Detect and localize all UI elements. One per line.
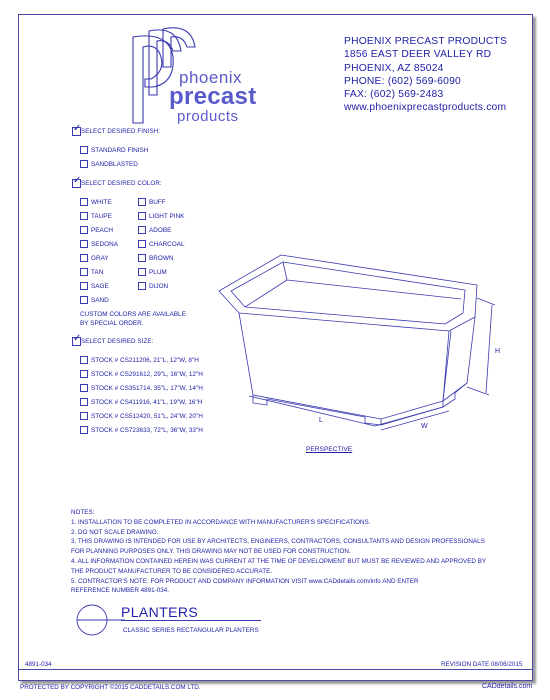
color-peach-checkbox[interactable] <box>80 226 88 234</box>
size-cs411916-label: STOCK # CS411916, 41"L, 19"W, 16"H <box>91 399 203 406</box>
finish-standard-label: STANDARD FINISH <box>91 147 149 154</box>
size-cs291612-label: STOCK # CS291612, 29"L, 16"W, 12"H <box>91 371 203 378</box>
size-cs723633-label: STOCK # CS723633, 72"L, 36"W, 33"H <box>91 427 203 434</box>
dimension-h-label: H <box>495 348 501 355</box>
note-line: 1. INSTALLATION TO BE COMPLETED IN ACCORDANCE WITH MANUFACTURER'S SPECIFICATIONS. <box>71 518 371 526</box>
size-cs411916-checkbox[interactable] <box>80 398 88 406</box>
drawing-sheet <box>18 14 533 681</box>
dimension-l-label: L <box>319 417 323 424</box>
color-white-checkbox[interactable] <box>80 198 88 206</box>
color-sedona-label: SEDONA <box>91 241 118 248</box>
planters-subtitle: CLASSIC SERIES RECTANGULAR PLANTERS <box>123 627 259 634</box>
perspective-caption: PERSPECTIVE <box>306 446 353 453</box>
finish-standard-checkbox[interactable] <box>80 146 88 154</box>
color-light-pink-checkbox[interactable] <box>138 212 146 220</box>
company-address-line2: PHOENIX, AZ 85024 <box>344 62 444 74</box>
color-sage-label: SAGE <box>91 283 109 290</box>
finish-section-checkbox[interactable]: ✓ <box>73 123 82 134</box>
finish-section-header: SELECT DESIRED FINISH: <box>81 128 161 135</box>
color-white-label: WHITE <box>91 199 112 206</box>
planter-perspective-drawing <box>209 235 509 445</box>
finish-sandblasted-checkbox[interactable] <box>80 160 88 168</box>
color-tan-label: TAN <box>91 269 104 276</box>
color-plum-checkbox[interactable] <box>138 268 146 276</box>
color-sand-label: SAND <box>91 297 109 304</box>
note-line: 4. ALL INFORMATION CONTAINED HEREIN WAS CURRENT AT THE TIME OF DEVELOPMENT BUT MUST BE REVIEWED AND APPROVED BY <box>71 557 487 565</box>
color-plum-label: PLUM <box>149 269 167 276</box>
color-sage-checkbox[interactable] <box>80 282 88 290</box>
size-section-checkbox[interactable]: ✓ <box>73 333 82 344</box>
note-line: FOR PLANNING PURPOSES ONLY. THIS DRAWING MAY NOT BE USED FOR CONSTRUCTION. <box>71 548 351 556</box>
color-light-pink-label: LIGHT PINK <box>149 213 185 220</box>
logo-text-products: products <box>177 108 239 125</box>
finish-sandblasted-label: SANDBLASTED <box>91 161 138 168</box>
size-section-header: SELECT DESIRED SIZE: <box>81 338 154 345</box>
color-section-checkbox[interactable]: ✓ <box>73 175 82 186</box>
size-cs512420-checkbox[interactable] <box>80 412 88 420</box>
size-cs512420-label: STOCK # CS512420, 51"L, 24"W, 20"H <box>91 413 203 420</box>
color-dijon-label: DIJON <box>149 283 169 290</box>
color-peach-label: PEACH <box>91 227 114 234</box>
company-name: PHOENIX PRECAST PRODUCTS <box>344 36 508 47</box>
color-charcoal-label: CHARCOAL <box>149 241 185 248</box>
color-tan-checkbox[interactable] <box>80 268 88 276</box>
logo-text-precast: precast <box>169 83 257 110</box>
company-address-line1: 1856 EAST DEER VALLEY RD <box>344 49 492 61</box>
note-line: 5. CONTRACTOR'S NOTE: FOR PRODUCT AND COMPANY INFORMATION VISIT www.CADdetails.com/info AND ENTER <box>71 577 419 585</box>
reference-number: 4891-034 <box>25 661 52 668</box>
company-fax: FAX: (602) 569-2483 <box>344 89 444 101</box>
note-line: 2. DO NOT SCALE DRAWING. <box>71 528 159 536</box>
size-cs211206-checkbox[interactable] <box>80 356 88 364</box>
revision-date: REVISION DATE 08/06/2015 <box>441 661 523 668</box>
planters-title: PLANTERS <box>121 604 199 620</box>
size-cs351714-checkbox[interactable] <box>80 384 88 392</box>
color-adobe-checkbox[interactable] <box>138 226 146 234</box>
color-brown-checkbox[interactable] <box>138 254 146 262</box>
color-buff-checkbox[interactable] <box>138 198 146 206</box>
color-adobe-label: ADOBE <box>149 227 172 234</box>
note-line: THE PRODUCT MANUFACTURER TO BE CONSIDERED ACCURATE. <box>71 567 273 575</box>
color-section-header: SELECT DESIRED COLOR: <box>81 180 162 187</box>
color-taupe-label: TAUPE <box>91 213 112 220</box>
size-cs211206-label: STOCK # CS211206, 21"L, 12"W, 8"H <box>91 357 199 364</box>
custom-colors-note-line1: CUSTOM COLORS ARE AVAILABLE <box>80 311 186 318</box>
notes-block <box>71 508 486 596</box>
caddetails-brand[interactable]: CADdetails.com <box>482 683 533 690</box>
color-charcoal-checkbox[interactable] <box>138 240 146 248</box>
color-taupe-checkbox[interactable] <box>80 212 88 220</box>
color-buff-label: BUFF <box>149 199 166 206</box>
color-brown-label: BROWN <box>149 255 174 262</box>
custom-colors-note-line2: BY SPECIAL ORDER. <box>80 320 144 327</box>
note-line: 3. THIS DRAWING IS INTENDED FOR USE BY ARCHITECTS, ENGINEERS, CONTRACTORS, CONSULTANTS AND DESIGN PROFESSIONALS <box>71 538 485 546</box>
company-website[interactable]: www.phoenixprecastproducts.com <box>344 102 507 114</box>
title-underline <box>121 620 261 621</box>
size-cs723633-checkbox[interactable] <box>80 426 88 434</box>
company-phone: PHONE: (602) 569-6090 <box>344 75 461 87</box>
size-cs291612-checkbox[interactable] <box>80 370 88 378</box>
footer-divider <box>19 669 532 670</box>
color-gray-checkbox[interactable] <box>80 254 88 262</box>
color-dijon-checkbox[interactable] <box>138 282 146 290</box>
color-sedona-checkbox[interactable] <box>80 240 88 248</box>
logo-text-phoenix: phoenix <box>179 68 243 87</box>
dimension-w-label: W <box>421 423 428 430</box>
color-gray-label: GRAY <box>91 255 109 262</box>
company-info <box>344 35 507 115</box>
color-sand-checkbox[interactable] <box>80 296 88 304</box>
note-line: REFERENCE NUMBER 4891-034. <box>71 587 169 595</box>
copyright-notice: PROTECTED BY COPYRIGHT ©2015 CADDETAILS.COM LTD. <box>20 684 201 691</box>
size-cs351714-label: STOCK # CS351714, 35"L, 17"W, 14"H <box>91 385 203 392</box>
notes-title: NOTES: <box>71 509 95 516</box>
title-symbol <box>75 603 125 637</box>
